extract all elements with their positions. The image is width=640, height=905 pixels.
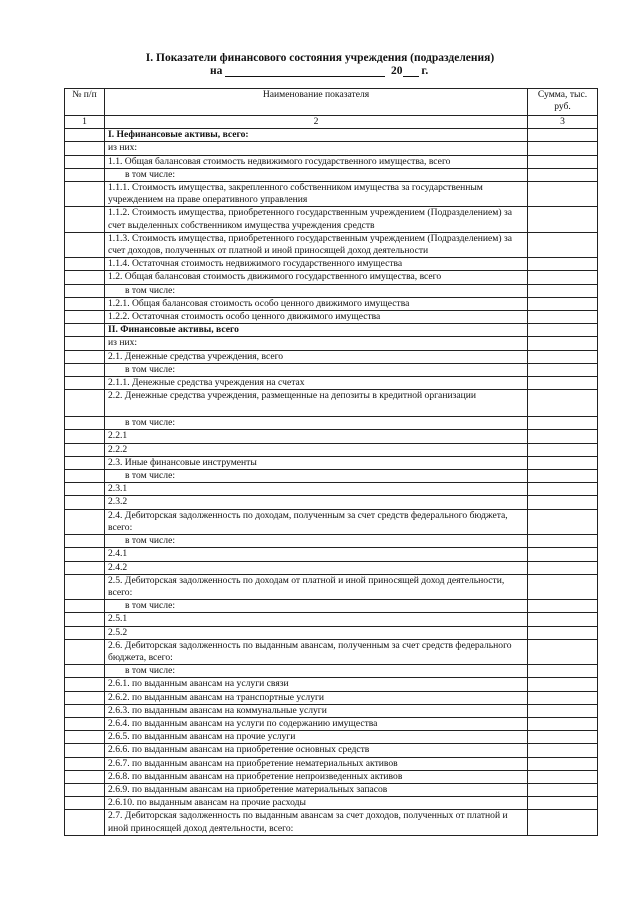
- row-name-cell: из них:: [105, 142, 528, 155]
- row-name-cell: 2.6.3. по выданным авансам на коммунальные услуги: [105, 704, 528, 717]
- row-sum-cell[interactable]: [528, 155, 598, 168]
- row-number-cell[interactable]: [65, 470, 105, 483]
- row-name-cell: 2.4. Дебиторская задолженность по доходам, полученным за счет средств федерального бюджета, всего:: [105, 509, 528, 534]
- header-number: № п/п: [65, 89, 105, 116]
- row-sum-cell[interactable]: [528, 717, 598, 730]
- row-name-cell: 2.1.1. Денежные средства учреждения на счетах: [105, 377, 528, 390]
- table-row: [65, 626, 598, 639]
- table-row: [65, 232, 598, 257]
- table-row: [65, 783, 598, 796]
- row-sum-cell[interactable]: [528, 810, 598, 835]
- row-name-cell: в том числе:: [105, 665, 528, 678]
- row-number-cell[interactable]: [65, 284, 105, 297]
- table-row: [65, 704, 598, 717]
- row-number-cell[interactable]: [65, 783, 105, 796]
- subtitle-suffix: г.: [421, 65, 429, 77]
- row-name-cell: из них:: [105, 337, 528, 350]
- table-row: [65, 297, 598, 310]
- table-row: [65, 456, 598, 469]
- row-name-cell: 2.7. Дебиторская задолженность по выданным авансам за счет доходов, полученных от платной и иной приносящей доход деятельности, всего:: [105, 810, 528, 835]
- row-sum-cell[interactable]: [528, 613, 598, 626]
- table-header-row: [65, 89, 598, 116]
- row-number-cell[interactable]: [65, 297, 105, 310]
- row-sum-cell[interactable]: [528, 783, 598, 796]
- row-number-cell[interactable]: [65, 311, 105, 324]
- table-body: [65, 129, 598, 836]
- table-row: [65, 731, 598, 744]
- row-sum-cell[interactable]: [528, 770, 598, 783]
- table-row: [65, 509, 598, 534]
- table-row: [65, 613, 598, 626]
- row-name-cell: 2.3. Иные финансовые инструменты: [105, 456, 528, 469]
- row-sum-cell[interactable]: [528, 271, 598, 284]
- table-row: [65, 744, 598, 757]
- row-name-cell: 2.2.1: [105, 430, 528, 443]
- table-row: [65, 271, 598, 284]
- row-number-cell[interactable]: [65, 548, 105, 561]
- row-sum-cell[interactable]: [528, 639, 598, 664]
- row-number-cell[interactable]: [65, 430, 105, 443]
- row-name-cell: в том числе:: [105, 470, 528, 483]
- table-row: [65, 417, 598, 430]
- row-name-cell: 2.3.1: [105, 483, 528, 496]
- table-index-row: [65, 116, 598, 129]
- row-number-cell[interactable]: [65, 337, 105, 350]
- row-name-cell: 2.4.1: [105, 548, 528, 561]
- row-name-cell: 2.3.2: [105, 496, 528, 509]
- row-number-cell[interactable]: [65, 639, 105, 664]
- table-row: [65, 691, 598, 704]
- row-name-cell: 1.1.3. Стоимость имущества, приобретенного государственным учреждением (Подразделением) за счет доходов, полученных от платной и иной приносящей доход деятельности: [105, 232, 528, 257]
- row-sum-cell[interactable]: [528, 731, 598, 744]
- row-number-cell[interactable]: [65, 232, 105, 257]
- row-name-cell: II. Финансовые активы, всего: [105, 324, 528, 337]
- row-name-cell: 2.6.9. по выданным авансам на приобретение материальных запасов: [105, 783, 528, 796]
- table-row: [65, 561, 598, 574]
- table-row: [65, 142, 598, 155]
- table-row: [65, 770, 598, 783]
- row-name-cell: 2.6.1. по выданным авансам на услуги связи: [105, 678, 528, 691]
- table-row: [65, 284, 598, 297]
- table-row: [65, 168, 598, 181]
- row-sum-cell[interactable]: [528, 797, 598, 810]
- row-sum-cell[interactable]: [528, 207, 598, 232]
- row-number-cell[interactable]: [65, 717, 105, 730]
- row-name-cell: 1.1. Общая балансовая стоимость недвижимого государственного имущества, всего: [105, 155, 528, 168]
- row-sum-cell[interactable]: [528, 691, 598, 704]
- row-sum-cell[interactable]: [528, 284, 598, 297]
- row-name-cell: 2.6.2. по выданным авансам на транспортные услуги: [105, 691, 528, 704]
- row-sum-cell[interactable]: [528, 350, 598, 363]
- row-number-cell[interactable]: [65, 691, 105, 704]
- table-row: [65, 129, 598, 142]
- row-number-cell[interactable]: [65, 324, 105, 337]
- row-number-cell[interactable]: [65, 182, 105, 207]
- row-name-cell: 1.1.4. Остаточная стоимость недвижимого государственного имущества: [105, 258, 528, 271]
- index-cell: 3: [528, 116, 598, 129]
- indicators-table: [64, 88, 598, 836]
- row-sum-cell[interactable]: [528, 297, 598, 310]
- row-number-cell[interactable]: [65, 363, 105, 376]
- row-number-cell[interactable]: [65, 417, 105, 430]
- row-number-cell[interactable]: [65, 168, 105, 181]
- row-name-cell: 1.1.2. Стоимость имущества, приобретенного государственным учреждением (Подразделением) за счет выделенных собственником имущества учреждения средств: [105, 207, 528, 232]
- document-title: I. Показатели финансового состояния учреждения (подразделения): [145, 52, 495, 64]
- row-number-cell[interactable]: [65, 757, 105, 770]
- row-number-cell[interactable]: [65, 483, 105, 496]
- row-name-cell: 2.5. Дебиторская задолженность по доходам от платной и иной приносящей доход деятельности, всего:: [105, 574, 528, 599]
- table-row: [65, 757, 598, 770]
- table-row: [65, 363, 598, 376]
- row-name-cell: 2.5.2: [105, 626, 528, 639]
- table-row: [65, 350, 598, 363]
- row-number-cell[interactable]: [65, 574, 105, 599]
- table-row: [65, 377, 598, 390]
- row-number-cell[interactable]: [65, 561, 105, 574]
- table-row: [65, 337, 598, 350]
- row-name-cell: 1.2. Общая балансовая стоимость движимого государственного имущества, всего: [105, 271, 528, 284]
- table-row: [65, 810, 598, 835]
- table-row: [65, 717, 598, 730]
- row-sum-cell[interactable]: [528, 324, 598, 337]
- row-sum-cell[interactable]: [528, 574, 598, 599]
- row-name-cell: 1.1.1. Стоимость имущества, закрепленного собственником имущества за государственным учреждением на праве оперативного управления: [105, 182, 528, 207]
- row-number-cell[interactable]: [65, 456, 105, 469]
- table-row: [65, 797, 598, 810]
- table-row: [65, 470, 598, 483]
- table-row: [65, 311, 598, 324]
- row-number-cell[interactable]: [65, 797, 105, 810]
- row-sum-cell[interactable]: [528, 258, 598, 271]
- row-name-cell: 2.1. Денежные средства учреждения, всего: [105, 350, 528, 363]
- row-sum-cell[interactable]: [528, 496, 598, 509]
- row-sum-cell[interactable]: [528, 561, 598, 574]
- row-sum-cell[interactable]: [528, 390, 598, 417]
- row-sum-cell[interactable]: [528, 678, 598, 691]
- table-row: [65, 678, 598, 691]
- row-number-cell[interactable]: [65, 810, 105, 835]
- row-number-cell[interactable]: [65, 509, 105, 534]
- date-blank-line: [225, 66, 385, 77]
- row-name-cell: 2.4.2: [105, 561, 528, 574]
- row-sum-cell[interactable]: [528, 704, 598, 717]
- row-sum-cell[interactable]: [528, 600, 598, 613]
- row-sum-cell[interactable]: [528, 377, 598, 390]
- row-name-cell: в том числе:: [105, 600, 528, 613]
- row-number-cell[interactable]: [65, 377, 105, 390]
- row-sum-cell[interactable]: [528, 757, 598, 770]
- table-row: [65, 600, 598, 613]
- row-number-cell[interactable]: [65, 731, 105, 744]
- row-name-cell: 1.2.2. Остаточная стоимость особо ценного движимого имущества: [105, 311, 528, 324]
- row-name-cell: 2.6.6. по выданным авансам на приобретение основных средств: [105, 744, 528, 757]
- row-name-cell: I. Нефинансовые активы, всего:: [105, 129, 528, 142]
- table-row: [65, 155, 598, 168]
- table-row: [65, 535, 598, 548]
- table-row: [65, 483, 598, 496]
- row-sum-cell[interactable]: [528, 443, 598, 456]
- row-sum-cell[interactable]: [528, 483, 598, 496]
- row-name-cell: 2.2.2: [105, 443, 528, 456]
- index-cell: 2: [105, 116, 528, 129]
- header-sum: Сумма, тыс. руб.: [528, 89, 598, 116]
- row-number-cell[interactable]: [65, 678, 105, 691]
- row-number-cell[interactable]: [65, 350, 105, 363]
- row-sum-cell[interactable]: [528, 363, 598, 376]
- row-number-cell[interactable]: [65, 744, 105, 757]
- row-sum-cell[interactable]: [528, 417, 598, 430]
- table-row: [65, 639, 598, 664]
- table-row: [65, 258, 598, 271]
- row-name-cell: в том числе:: [105, 284, 528, 297]
- row-number-cell[interactable]: [65, 496, 105, 509]
- row-number-cell[interactable]: [65, 207, 105, 232]
- row-sum-cell[interactable]: [528, 744, 598, 757]
- table-row: [65, 665, 598, 678]
- row-name-cell: 2.5.1: [105, 613, 528, 626]
- row-name-cell: в том числе:: [105, 168, 528, 181]
- subtitle-year: 20: [391, 65, 403, 77]
- row-name-cell: в том числе:: [105, 535, 528, 548]
- row-name-cell: в том числе:: [105, 363, 528, 376]
- table-row: [65, 324, 598, 337]
- row-number-cell[interactable]: [65, 626, 105, 639]
- row-number-cell[interactable]: [65, 770, 105, 783]
- year-blank-line: [403, 66, 419, 77]
- row-number-cell[interactable]: [65, 665, 105, 678]
- row-sum-cell[interactable]: [528, 337, 598, 350]
- row-number-cell[interactable]: [65, 271, 105, 284]
- row-sum-cell[interactable]: [528, 470, 598, 483]
- row-sum-cell[interactable]: [528, 311, 598, 324]
- row-number-cell[interactable]: [65, 129, 105, 142]
- table-row: [65, 443, 598, 456]
- row-name-cell: в том числе:: [105, 417, 528, 430]
- table-row: [65, 574, 598, 599]
- table-row: [65, 390, 598, 417]
- row-number-cell[interactable]: [65, 704, 105, 717]
- row-sum-cell[interactable]: [528, 535, 598, 548]
- row-sum-cell[interactable]: [528, 182, 598, 207]
- row-sum-cell[interactable]: [528, 142, 598, 155]
- row-number-cell[interactable]: [65, 155, 105, 168]
- table-row: [65, 496, 598, 509]
- row-sum-cell[interactable]: [528, 626, 598, 639]
- row-sum-cell[interactable]: [528, 168, 598, 181]
- row-sum-cell[interactable]: [528, 129, 598, 142]
- row-sum-cell[interactable]: [528, 509, 598, 534]
- row-sum-cell[interactable]: [528, 430, 598, 443]
- table-row: [65, 207, 598, 232]
- row-sum-cell[interactable]: [528, 232, 598, 257]
- row-number-cell[interactable]: [65, 600, 105, 613]
- row-name-cell: 2.6. Дебиторская задолженность по выданным авансам, полученным за счет средств федерального бюджета, всего:: [105, 639, 528, 664]
- row-sum-cell[interactable]: [528, 665, 598, 678]
- row-number-cell[interactable]: [65, 258, 105, 271]
- row-name-cell: 2.6.5. по выданным авансам на прочие услуги: [105, 731, 528, 744]
- table-row: [65, 182, 598, 207]
- row-name-cell: 1.2.1. Общая балансовая стоимость особо ценного движимого имущества: [105, 297, 528, 310]
- row-sum-cell[interactable]: [528, 548, 598, 561]
- row-number-cell[interactable]: [65, 443, 105, 456]
- row-number-cell[interactable]: [65, 613, 105, 626]
- row-name-cell: 2.6.7. по выданным авансам на приобретение нематериальных активов: [105, 757, 528, 770]
- row-sum-cell[interactable]: [528, 456, 598, 469]
- row-number-cell[interactable]: [65, 535, 105, 548]
- row-name-cell: 2.6.8. по выданным авансам на приобретение непроизведенных активов: [105, 770, 528, 783]
- row-number-cell[interactable]: [65, 142, 105, 155]
- row-name-cell: 2.6.10. по выданным авансам на прочие расходы: [105, 797, 528, 810]
- document-subtitle: [210, 65, 428, 77]
- index-cell: 1: [65, 116, 105, 129]
- row-name-cell: 2.6.4. по выданным авансам на услуги по содержанию имущества: [105, 717, 528, 730]
- header-name: Наименование показателя: [105, 89, 528, 116]
- row-name-cell: 2.2. Денежные средства учреждения, размещенные на депозиты в кредитной организации: [105, 390, 528, 417]
- row-number-cell[interactable]: [65, 390, 105, 417]
- subtitle-prefix: на: [210, 65, 223, 77]
- table-row: [65, 548, 598, 561]
- table-row: [65, 430, 598, 443]
